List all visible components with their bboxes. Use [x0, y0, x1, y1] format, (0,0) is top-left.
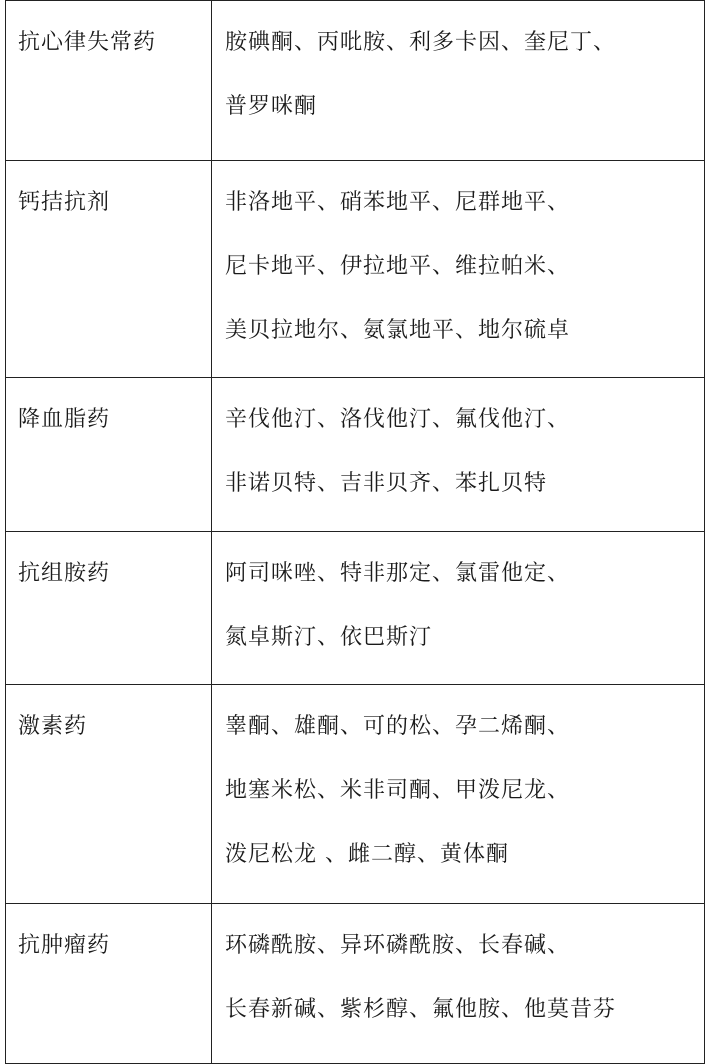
drug-line: 非诺贝特、吉非贝齐、苯扎贝特: [225, 471, 548, 496]
drug-line: 美贝拉地尔、氨氯地平、地尔硫卓: [225, 318, 571, 343]
table-row: [6, 1, 705, 161]
drug-line: 辛伐他汀、洛伐他汀、氟伐他汀、: [225, 407, 571, 432]
drug-line: 胺碘酮、丙吡胺、利多卡因、奎尼丁、: [225, 30, 617, 55]
category-cell: 激素药: [6, 685, 212, 904]
drug-line: 泼尼松龙 、雌二醇、黄体酮: [225, 842, 509, 867]
drug-list-cell: [212, 532, 705, 685]
category-cell: 抗组胺药: [6, 532, 212, 685]
drug-category-table: [5, 0, 705, 1064]
drug-line: 睾酮、雄酮、可的松、孕二烯酮、: [225, 714, 571, 739]
drug-list-cell: [212, 904, 705, 1064]
drug-list-cell: [212, 1, 705, 161]
table-row: [6, 532, 705, 685]
drug-list-cell: [212, 161, 705, 378]
drug-line: 尼卡地平、伊拉地平、维拉帕米、: [225, 254, 571, 279]
table-row: [6, 685, 705, 904]
drug-line: 氮卓斯汀、依巴斯汀: [225, 625, 433, 650]
category-cell: 降血脂药: [6, 378, 212, 532]
drug-line: 长春新碱、紫杉醇、氟他胺、他莫昔芬: [225, 997, 617, 1022]
category-cell: 抗肿瘤药: [6, 904, 212, 1064]
table-row: [6, 161, 705, 378]
category-cell: 钙拮抗剂: [6, 161, 212, 378]
table-row: [6, 378, 705, 532]
drug-line: 普罗咪酮: [225, 94, 318, 119]
drug-line: 非洛地平、硝苯地平、尼群地平、: [225, 190, 571, 215]
table-row: [6, 904, 705, 1064]
category-cell: 抗心律失常药: [6, 1, 212, 161]
drug-line: 阿司咪唑、特非那定、氯雷他定、: [225, 561, 571, 586]
drug-list-cell: [212, 685, 705, 904]
drug-list-cell: [212, 378, 705, 532]
drug-line: 地塞米松、米非司酮、甲泼尼龙、: [225, 778, 571, 803]
drug-table-container: [5, 0, 705, 1022]
drug-line: 环磷酰胺、异环磷酰胺、长春碱、: [225, 933, 571, 958]
